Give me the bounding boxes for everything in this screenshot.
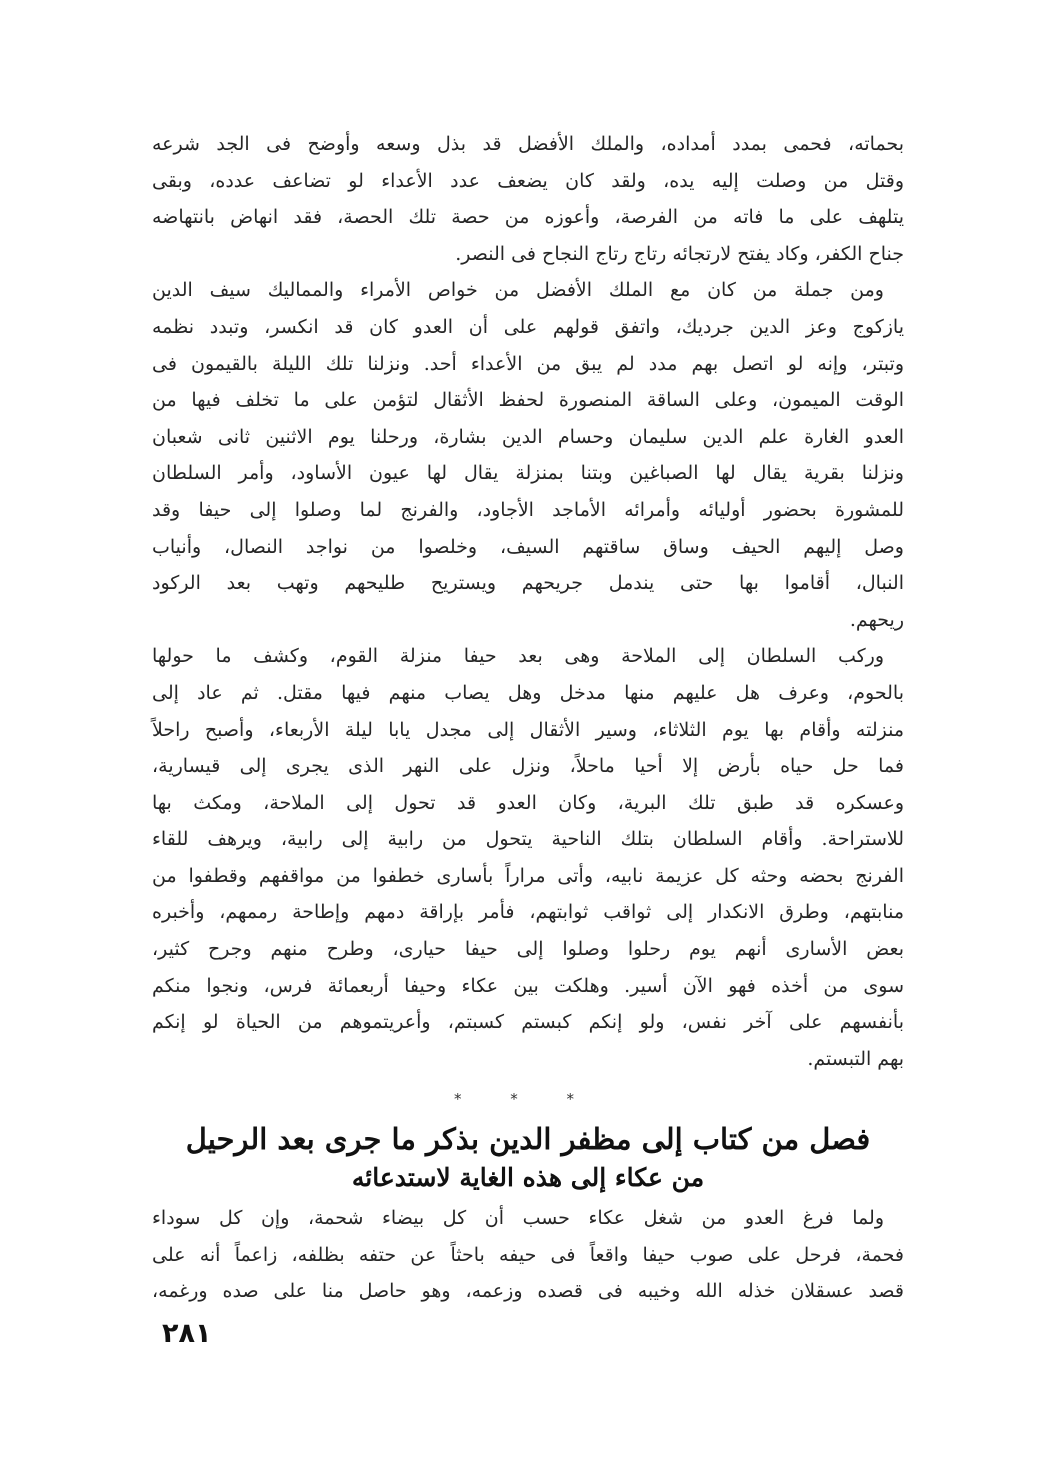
text-line: بعض الأسارى أنهم يوم رحلوا وصلوا إلى حيفا حيارى، وطرح منهم وجرح كثير، xyxy=(152,938,904,961)
text-line: وقتل من وصلت إليه يده، ولقد كان يضعف عدد الأعداء لو تضاعف عدده، وبقى xyxy=(152,169,904,192)
main-text xyxy=(152,126,904,1077)
text-line: بحماته، فحمى بمدد أمداده، والملك الأفضل قد بذل وسعه وأوضح فى الجد شرعه xyxy=(152,133,904,155)
text-line: ريحهم. xyxy=(849,608,904,631)
text-line: الفرنج بحضه وحثه كل عزيمة نابيه، وأتى مراراً بأسارى خطفوا من مواقفهم وقطفوا من xyxy=(152,864,904,887)
text-line: الوقت الميمون، وعلى الساقة المنصورة لحفظ الأثقال لتؤمن على ما تخلف فيها من xyxy=(152,389,904,412)
text-line: ونزلنا بقرية يقال لها الصباغين وبتنا بمنزلة يقال لها عيون الأساود، وأمر السلطان xyxy=(152,462,904,485)
text-line: العدو الغارة علم الدين سليمان وحسام الدين بشارة، ورحلنا يوم الاثنين ثانى شعبان xyxy=(152,425,904,448)
text-line: فحمة، فرحل على صوب حيفا واقعاً فى حيفه باحثاً عن حتفه بظلفه، زاعماً أنه على xyxy=(152,1243,904,1266)
text-line: وعسكره قد طبق تلك البرية، وكان العدو قد تحول إلى الملاحة، ومكث بها xyxy=(152,791,904,814)
text-line: وصل إليهم الحيف وساق ساقتهم السيف، وخلصوا من نواجد النصال، وأنياب xyxy=(152,535,904,558)
section-title-line-1: فصل من كتاب إلى مظفر الدين بذكر ما جرى بعد الرحيل xyxy=(185,1122,871,1156)
text-line: يازكوج وعز الدين جرديك، واتفق قولهم على أن العدو كان قد انكسر، وتبدد نظمه xyxy=(152,315,904,338)
section-heading xyxy=(152,1118,904,1196)
text-line: منابتهم، وطرق الانكدار إلى ثواقب ثوابتهم، فأمر بإراقة دمهم وإطاحة رممهم، وأخبره xyxy=(152,901,904,924)
text-line: قصد عسقلان خذله الله وخيبه فى قصده وزعمه، وهو حاصل منا على صده ورغمه، xyxy=(152,1280,904,1303)
text-line: بهم التبستم. xyxy=(807,1047,904,1070)
text-line: وركب السلطان إلى الملاحة وهى بعد حيفا منزلة القوم، وكشف ما حولها xyxy=(152,645,884,668)
text-line: النبال، أقاموا بها حتى يندمل جريحهم ويستريح طليحهم وتهب بعد الركود xyxy=(152,572,904,595)
section-title-line-2: من عكاء إلى هذه الغاية لاستدعائه xyxy=(351,1163,705,1192)
text-line: للاستراحة. وأقام السلطان بتلك الناحية يتحول من رابية إلى رابية، ويرهف للقاء xyxy=(152,828,904,851)
text-line: وتبتر، وإنه لو اتصل بهم مدد لم يبق من الأعداء أحد. ونزلنا تلك الليلة بالقيمون فى xyxy=(152,352,904,375)
text-line: جناح الكفر، وكاد يفتح لارتجائه رتاج رتاج النجاح فى النصر. xyxy=(455,242,904,265)
text-line: فما حل حياه بأرض إلا أحيا ماحلاً، ونزل على النهر الذى يجرى إلى قيسارية، xyxy=(152,755,904,778)
text-line: ولما فرغ العدو من شغل عكاء حسب أن كل بيضاء شحمة، وإن كل سوداء xyxy=(152,1207,884,1229)
text-line: يتلهف على ما فاته من الفرصة، وأعوزه من حصة تلك الحصة، فقد انهاض بانتهاضه xyxy=(152,206,904,229)
text-line: بأنفسهم على آخر نفس، ولو إنكم كبستم كسبتم، وأعريتموهم من الحياة لو إنكم xyxy=(152,1011,904,1034)
section-text xyxy=(152,1200,904,1310)
page-number: ٢٨١ xyxy=(162,1318,212,1349)
text-line: للمشورة بحضور أوليائه وأمرائه الأماجد الأجاود، والفرنج لما وصلوا إلى حيفا وقد xyxy=(152,498,904,521)
text-line: ومن جملة من كان مع الملك الأفضل من خواص الأمراء والمماليك سيف الدين xyxy=(152,279,884,302)
text-line: بالحوم، وعرف هل عليهم منها مدخل وهل يصاب منهم فيها مقتل. ثم عاد إلى xyxy=(152,681,904,704)
text-line: منزلته وأقام بها يوم الثلاثاء، وسير الأثقال إلى مجدل يابا ليلة الأربعاء، وأصبح راحلاً xyxy=(152,718,904,741)
text-line: سوى من أخذه فهو الآن أسير. وهلكت بين عكاء وحيفا أربعمائة فرس، ونجوا منكم xyxy=(152,974,904,997)
section-separator: * * * xyxy=(453,1090,597,1108)
